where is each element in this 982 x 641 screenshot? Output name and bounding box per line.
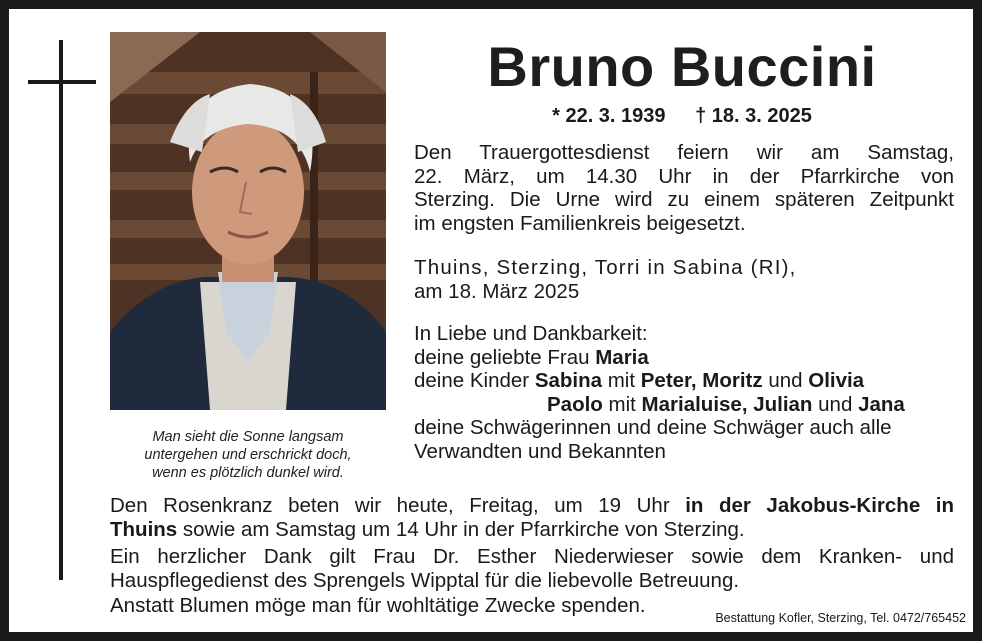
mourner-text: mit xyxy=(602,392,642,416)
mourner-text: und xyxy=(812,392,859,416)
thanks-line: Ein herzlicher Dank gilt Frau Dr. Esther Niederwieser sowie dem Kranken- und xyxy=(110,545,954,568)
deceased-name: Bruno Buccini xyxy=(487,35,877,98)
quote-line: Man sieht die Sonne langsam xyxy=(152,429,344,445)
thanks-line: Hauspflegedienst des Sprengels Wipptal für die liebevolle Betreuung. xyxy=(110,568,740,592)
flowers-notice: Anstatt Blumen möge man für wohltätige Zwecke spenden. xyxy=(110,594,646,617)
date-line: am 18. März 2025 xyxy=(414,279,580,303)
mourner-text: und xyxy=(762,369,809,392)
quote-line: untergehen und erschrickt doch, xyxy=(144,447,352,463)
mourner-name: Jana xyxy=(858,392,905,416)
place-date xyxy=(414,256,954,303)
undertaker-info: Bestattung Kofler, Sterzing, Tel. 0472/765452 xyxy=(715,611,966,625)
mourner-name: Maria xyxy=(595,345,649,369)
life-dates xyxy=(410,104,954,128)
birth-date: * 22. 3. 1939 xyxy=(552,105,666,127)
quote-line: wenn es plötzlich dunkel wird. xyxy=(152,465,344,481)
rosary-text: Den Rosenkranz beten wir heute, Freitag, um 19 Uhr xyxy=(110,494,686,517)
mourner-text: deine Kinder xyxy=(414,369,535,392)
mourner-name: Sabina xyxy=(534,369,603,392)
death-date: † 18. 3. 2025 xyxy=(695,105,812,127)
rosary-notice xyxy=(110,494,954,541)
mourners-intro: In Liebe und Dankbarkeit: xyxy=(414,322,648,345)
rosary-line xyxy=(110,518,954,542)
mourner-name: Paolo xyxy=(547,392,603,416)
mourner-wife xyxy=(414,346,954,370)
portrait-photo xyxy=(110,32,386,410)
service-paragraph xyxy=(414,141,954,235)
rosary-location: in der Jakobus-Kirche in xyxy=(685,494,954,517)
place-line: Thuins, Sterzing, Torri in Sabina (RI), xyxy=(414,256,797,279)
mourner-text: mit xyxy=(602,369,641,392)
mourner-text: deine geliebte Frau xyxy=(414,345,596,369)
service-line: im engsten Familienkreis beigesetzt. xyxy=(414,211,746,235)
rosary-line xyxy=(110,494,954,518)
mourner-inlaws: deine Schwägerinnen und deine Schwäger auch alle xyxy=(414,416,892,439)
quote-caption xyxy=(110,428,386,482)
service-line: Sterzing. Die Urne wird zu einem späteren Zeitpunkt xyxy=(414,188,954,211)
mourners-list xyxy=(414,322,954,463)
mourner-name: Peter, Moritz xyxy=(640,369,763,392)
cross-icon-bar xyxy=(28,80,96,84)
rosary-text: sowie am Samstag um 14 Uhr in der Pfarrkirche von Sterzing. xyxy=(177,517,745,541)
rosary-location: Thuins xyxy=(110,517,178,541)
mourner-relatives: Verwandten und Bekannten xyxy=(414,439,666,463)
cross-icon xyxy=(59,40,63,580)
mourner-children-2 xyxy=(414,393,954,417)
mourner-children xyxy=(414,369,954,393)
mourner-name: Olivia xyxy=(808,369,865,392)
thanks-notice xyxy=(110,545,954,592)
service-line: Den Trauergottesdienst feiern wir am Samstag, xyxy=(414,141,954,164)
service-line: 22. März, um 14.30 Uhr in der Pfarrkirche von xyxy=(414,164,954,188)
mourner-name: Marialuise, Julian xyxy=(641,392,813,416)
